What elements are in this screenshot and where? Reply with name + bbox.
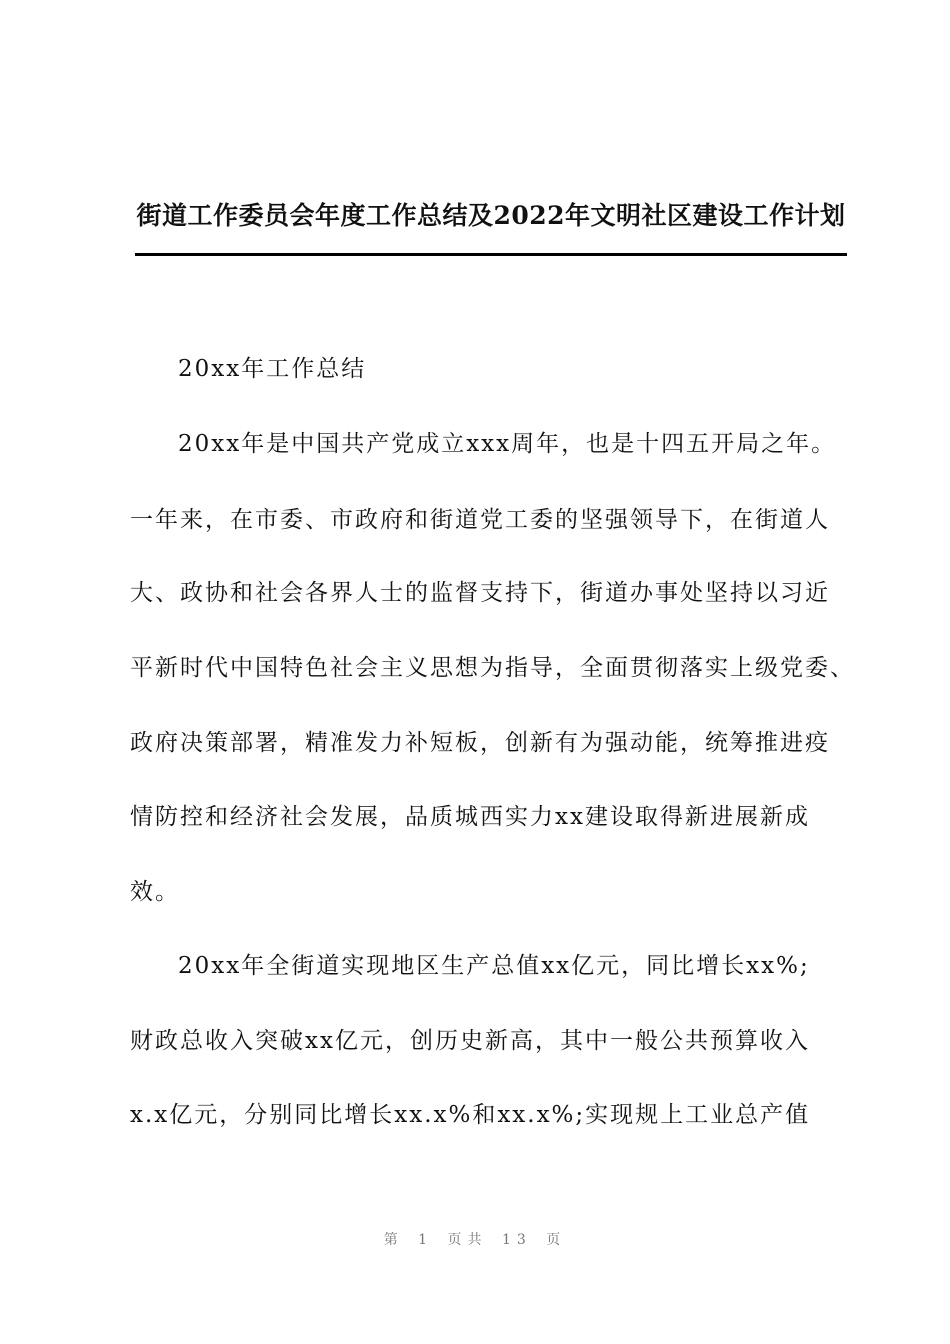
paragraph-line-7: 效。 [130, 879, 180, 905]
document-title: 街道工作委员会年度工作总结及2022年文明社区建设工作计划 [136, 201, 846, 230]
footer-page-number: 1 [418, 1232, 434, 1248]
footer-suffix: 页 [546, 1232, 567, 1248]
paragraph2-line-1: 20xx年全街道实现地区生产总值xx亿元，同比增长xx%; [178, 953, 810, 979]
section-heading: 20xx年工作总结 [178, 356, 367, 382]
paragraph-line-5: 政府决策部署，精准发力补短板，创新有为强动能，统筹推进疫 [130, 730, 830, 756]
paragraph2-line-3: x.x亿元，分别同比增长xx.x%和xx.x%;实现规上工业总产值 [130, 1102, 811, 1128]
title-underline [135, 253, 847, 256]
paragraph-line-3: 大、政协和社会各界人士的监督支持下，街道办事处坚持以习近 [130, 580, 830, 606]
footer-total-pages: 13 [502, 1232, 532, 1248]
page-footer [0, 1229, 950, 1249]
paragraph-line-2: 一年来，在市委、市政府和街道党工委的坚强领导下，在街道人 [130, 507, 830, 533]
footer-middle: 页共 [447, 1232, 488, 1248]
paragraph-line-6: 情防控和经济社会发展，品质城西实力xx建设取得新进展新成 [130, 804, 810, 830]
paragraph2-line-2: 财政总收入突破xx亿元，创历史新高，其中一般公共预算收入 [130, 1028, 810, 1054]
footer-prefix: 第 [383, 1232, 404, 1248]
paragraph-line-4: 平新时代中国特色社会主义思想为指导，全面贯彻落实上级党委、 [130, 655, 855, 681]
paragraph-line-1: 20xx年是中国共产党成立xxx周年，也是十四五开局之年。 [178, 431, 837, 457]
